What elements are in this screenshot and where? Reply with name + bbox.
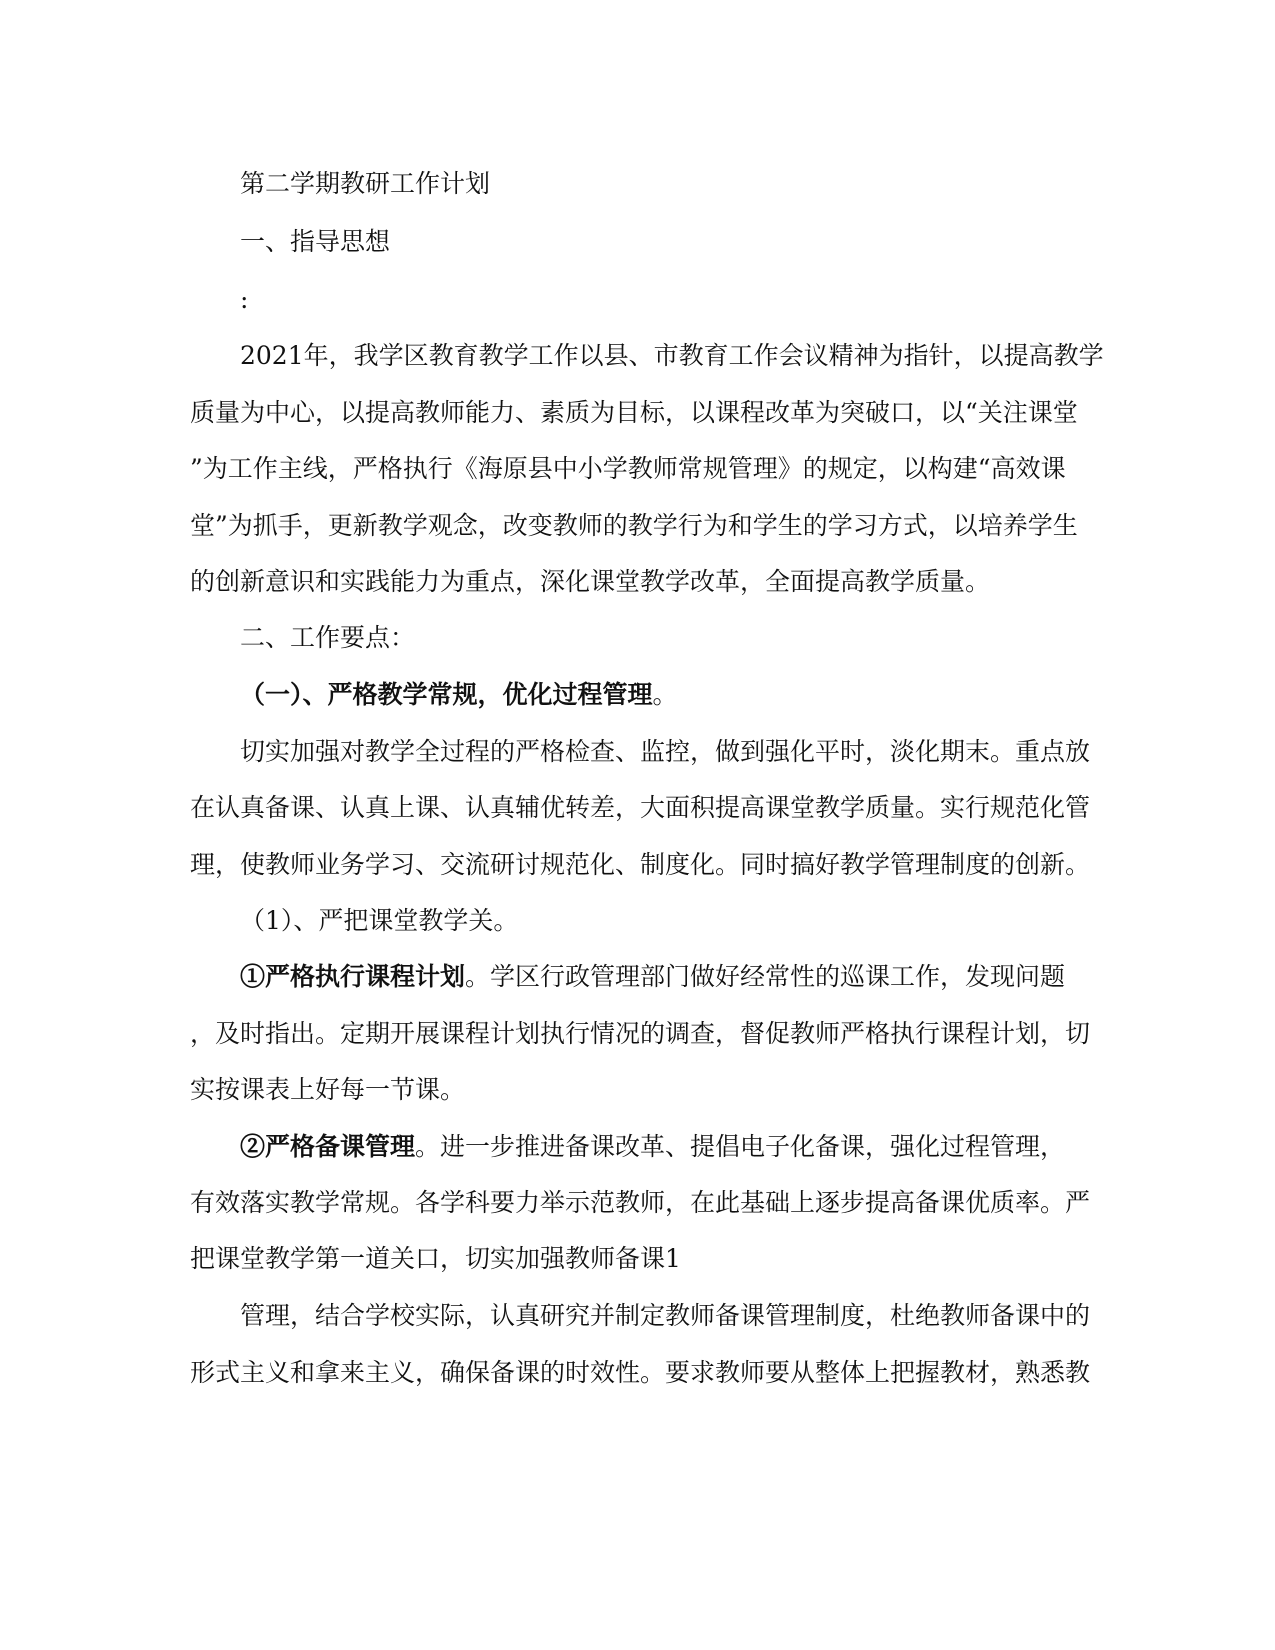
paragraph-line: 理，使教师业务学习、交流研讨规范化、制度化。同时搞好教学管理制度的创新。 bbox=[190, 850, 1091, 879]
section-heading-guiding-ideology: 一、指导思想 bbox=[240, 227, 391, 256]
paragraph-line: 2021年，我学区教育教学工作以县、市教育工作会议精神为指针，以提高教学 bbox=[240, 341, 1104, 370]
point-lead: ②严格备课管理 bbox=[240, 1132, 416, 1161]
subsection-heading-bold: （一）、严格教学常规，优化过程管理 bbox=[240, 680, 653, 709]
paragraph-line: 管理，结合学校实际，认真研究并制定教师备课管理制度，杜绝教师备课中的 bbox=[240, 1301, 1091, 1330]
paragraph-line: 堂”为抓手，更新教学观念，改变教师的教学行为和学生的学习方式，以培养学生 bbox=[190, 511, 1078, 540]
paragraph-line: 在认真备课、认真上课、认真辅优转差，大面积提高课堂教学质量。实行规范化管 bbox=[190, 793, 1091, 822]
point-lead: ①严格执行课程计划 bbox=[240, 962, 466, 991]
point-text: 。进一步推进备课改革、提倡电子化备课，强化过程管理， bbox=[415, 1132, 1066, 1161]
point-line bbox=[240, 961, 1145, 993]
colon-mark: : bbox=[240, 285, 249, 314]
point-text: 。学区行政管理部门做好经常性的巡课工作，发现问题 bbox=[465, 962, 1066, 991]
document-title: 第二学期教研工作计划 bbox=[240, 169, 491, 198]
paragraph-line: ，及时指出。定期开展课程计划执行情况的调查，督促教师严格执行课程计划，切 bbox=[190, 1019, 1091, 1048]
paragraph-line: 形式主义和拿来主义，确保备课的时效性。要求教师要从整体上把握教材，熟悉教 bbox=[190, 1358, 1091, 1387]
paragraph-line: 质量为中心，以提高教师能力、素质为目标，以课程改革为突破口，以“关注课堂 bbox=[190, 398, 1078, 427]
paragraph-line: 的创新意识和实践能力为重点，深化课堂教学改革，全面提高教学质量。 bbox=[190, 567, 991, 596]
subsection-heading bbox=[240, 679, 1145, 711]
section-heading-work-points: 二、工作要点： bbox=[240, 623, 416, 652]
paragraph-line: 实按课表上好每一节课。 bbox=[190, 1075, 466, 1104]
point-line bbox=[240, 1131, 1145, 1163]
paragraph-line: 把课堂教学第一道关口，切实加强教师备课1 bbox=[190, 1244, 681, 1273]
paragraph-line: 有效落实教学常规。各学科要力举示范教师，在此基础上逐步提高备课优质率。严 bbox=[190, 1188, 1091, 1217]
paragraph-line: 切实加强对教学全过程的严格检查、监控，做到强化平时，淡化期末。重点放 bbox=[240, 737, 1091, 766]
paragraph-line: ”为工作主线，严格执行《海原县中小学教师常规管理》的规定，以构建“高效课 bbox=[190, 454, 1066, 483]
subsection-heading-end: 。 bbox=[652, 680, 678, 709]
item-heading: （1）、严把课堂教学关。 bbox=[240, 906, 519, 935]
